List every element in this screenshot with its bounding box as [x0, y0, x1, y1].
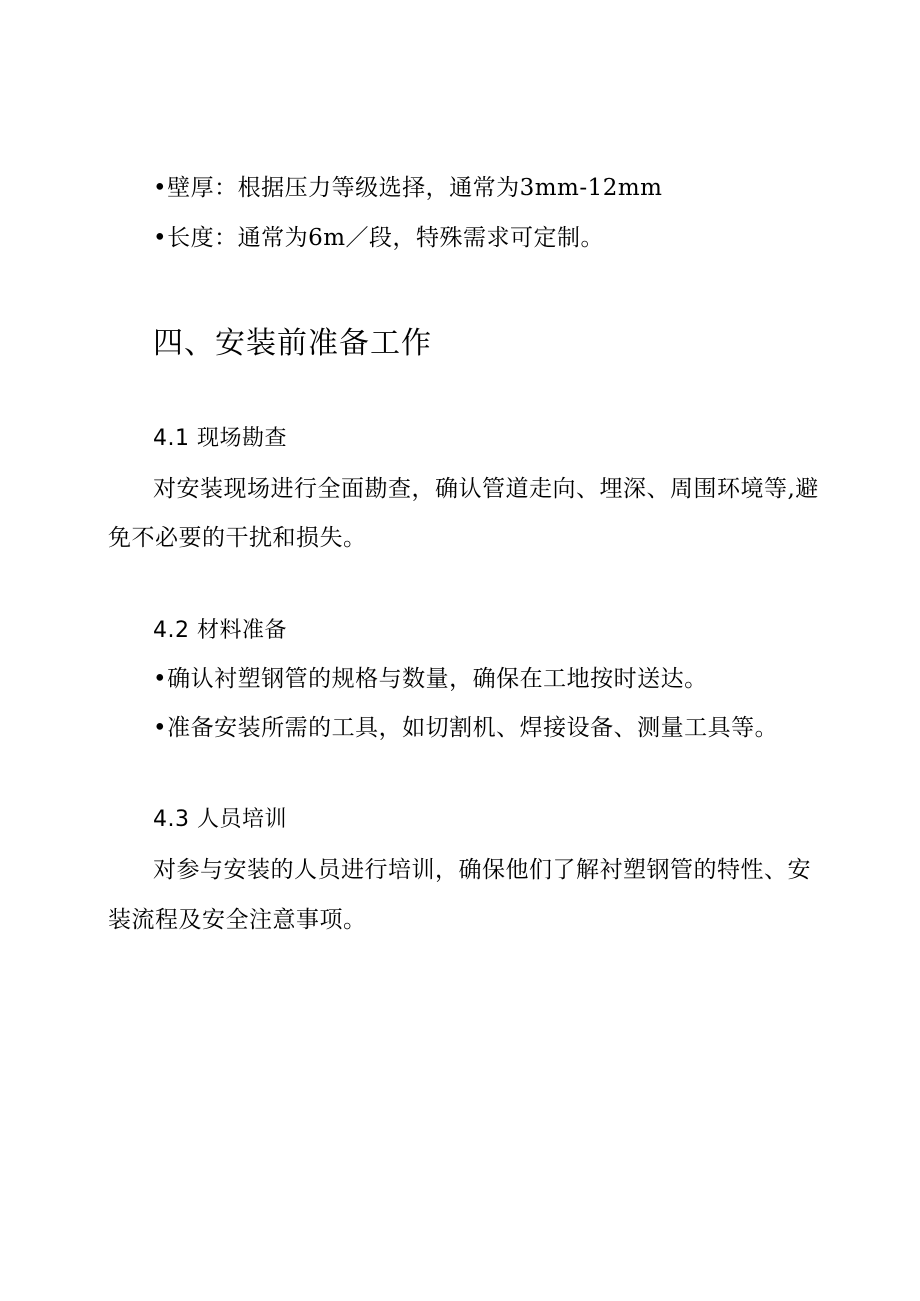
bullet-4-2-2: •准备安装所需的工具，如切割机、焊接设备、测量工具等。 [153, 715, 779, 741]
paragraph-4-1-line-1: 对安装现场进行全面勘查，确认管道走向、埋深、周围环境等,避 [153, 476, 819, 502]
subsection-title-4-2: 4.2 材料准备 [153, 618, 287, 643]
bullet-length: •长度：通常为6m／段，特殊需求可定制。 [153, 225, 605, 251]
paragraph-4-3-line-1: 对参与安装的人员进行培训，确保他们了解衬塑钢管的特性、安 [153, 857, 811, 883]
section-heading: 四、安装前准备工作 [153, 326, 432, 361]
paragraph-4-3-line-2: 装流程及安全注意事项。 [108, 907, 367, 933]
paragraph-4-1-line-2: 免不必要的干扰和损失。 [108, 525, 367, 551]
bullet-wall-thickness: •壁厚：根据压力等级选择，通常为3mm-12mm [153, 175, 663, 201]
subsection-title-4-3: 4.3 人员培训 [153, 807, 287, 832]
subsection-title-4-1: 4.1 现场勘查 [153, 426, 287, 451]
bullet-4-2-1: •确认衬塑钢管的规格与数量，确保在工地按时送达。 [153, 666, 708, 692]
